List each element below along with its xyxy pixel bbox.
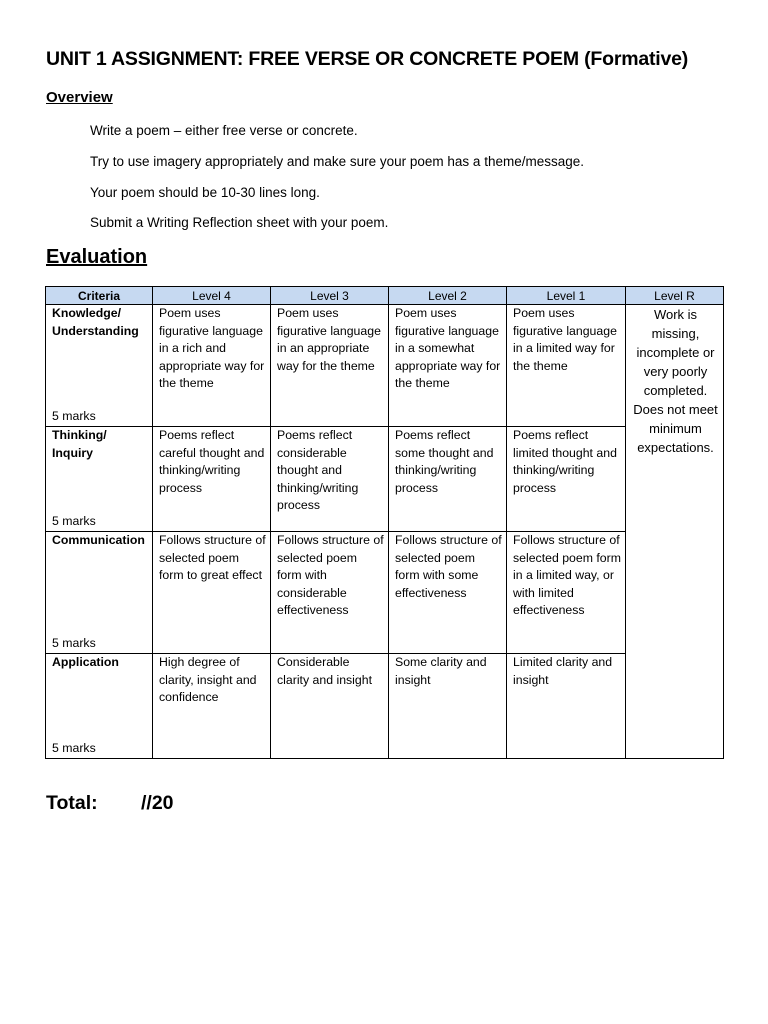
overview-line: Submit a Writing Reflection sheet with your poem.: [90, 215, 389, 230]
level-1-cell: Poem uses figurative language in a limited way for the theme: [507, 305, 626, 427]
header-level-4: Level 4: [153, 287, 271, 305]
table-row: [46, 532, 724, 654]
level-r-cell: Work is missing, incomplete or very poorly completed. Does not meet minimum expectations.: [626, 305, 724, 759]
level-2-cell: Poem uses figurative language in a somewhat appropriate way for the theme: [389, 305, 507, 427]
total-label: Total:: [46, 792, 98, 814]
criteria-cell: [46, 427, 153, 532]
overview-line: Try to use imagery appropriately and make sure your poem has a theme/message.: [90, 154, 584, 169]
level-4-cell: Poem uses figurative language in a rich and appropriate way for the theme: [153, 305, 271, 427]
marks-label: 5 marks: [52, 740, 96, 755]
criteria-label: Knowledge/ Understanding: [52, 306, 139, 338]
header-level-r: Level R: [626, 287, 724, 305]
header-level-3: Level 3: [271, 287, 389, 305]
evaluation-heading: Evaluation: [46, 246, 148, 268]
level-1-cell: Follows structure of selected poem form in a limited way, or with limited effectiveness: [507, 532, 626, 654]
level-2-cell: Some clarity and insight: [389, 654, 507, 759]
table-row: [46, 305, 724, 427]
criteria-cell: [46, 654, 153, 759]
level-3-cell: Poems reflect considerable thought and thinking/writing process: [271, 427, 389, 532]
level-1-cell: Poems reflect limited thought and thinking/writing process: [507, 427, 626, 532]
page-title: UNIT 1 ASSIGNMENT: FREE VERSE OR CONCRETE POEM (Formative): [46, 48, 689, 70]
rubric-table: [45, 286, 724, 759]
criteria-cell: [46, 305, 153, 427]
header-level-2: Level 2: [389, 287, 507, 305]
level-3-cell: Follows structure of selected poem form with considerable effectiveness: [271, 532, 389, 654]
level-3-cell: Poem uses figurative language in an appropriate way for the theme: [271, 305, 389, 427]
header-criteria: Criteria: [46, 287, 153, 305]
level-4-cell: High degree of clarity, insight and confidence: [153, 654, 271, 759]
table-row: [46, 427, 724, 532]
rubric-header-row: [46, 287, 724, 305]
level-4-cell: Poems reflect careful thought and thinking/writing process: [153, 427, 271, 532]
table-row: [46, 654, 724, 759]
criteria-label: Application: [52, 655, 119, 669]
marks-label: 5 marks: [52, 513, 96, 528]
header-level-1: Level 1: [507, 287, 626, 305]
overview-heading: Overview: [46, 89, 113, 106]
level-2-cell: Follows structure of selected poem form with some effectiveness: [389, 532, 507, 654]
level-4-cell: Follows structure of selected poem form to great effect: [153, 532, 271, 654]
level-3-cell: Considerable clarity and insight: [271, 654, 389, 759]
level-1-cell: Limited clarity and insight: [507, 654, 626, 759]
criteria-cell: [46, 532, 153, 654]
marks-label: 5 marks: [52, 635, 96, 650]
marks-label: 5 marks: [52, 408, 96, 423]
criteria-label: Communication: [52, 533, 145, 547]
overview-line: Your poem should be 10-30 lines long.: [90, 185, 320, 200]
level-2-cell: Poems reflect some thought and thinking/writing process: [389, 427, 507, 532]
total-value: //20: [141, 792, 174, 814]
overview-line: Write a poem – either free verse or concrete.: [90, 123, 358, 138]
criteria-label: Thinking/ Inquiry: [52, 428, 107, 460]
